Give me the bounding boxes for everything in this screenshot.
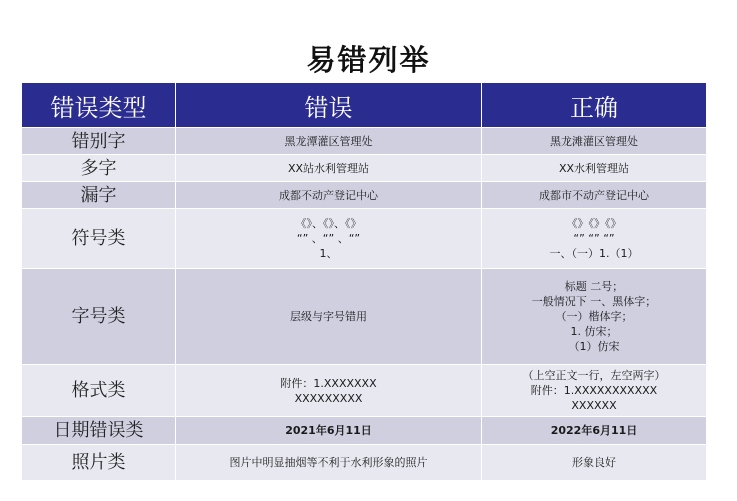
cell-type: 错别字 <box>22 128 176 155</box>
cell-line: 黑龙潭灌区管理处 <box>284 134 373 148</box>
cell-type: 照片类 <box>22 445 176 481</box>
cell-line: 附件：1.XXXXXXX <box>280 376 377 390</box>
cell-type: 字号类 <box>22 269 176 365</box>
cell-type: 日期错误类 <box>22 417 176 445</box>
cell-right <box>482 155 707 182</box>
cell-line: “” “” “” <box>573 232 615 245</box>
table-row <box>22 155 707 182</box>
header-right: 正确 <box>482 83 707 128</box>
cell-line: 《》《》《》 <box>566 217 622 230</box>
cell-line: 成都不动产登记中心 <box>279 188 378 202</box>
cell-right <box>482 269 707 365</box>
cell-line: 黑龙滩灌区管理处 <box>550 134 638 148</box>
table-row <box>22 445 707 481</box>
cell-line: XX站水利管理站 <box>287 161 370 175</box>
cell-line: 2021年6月11日 <box>285 424 372 437</box>
cell-line: XXXXXXXXX <box>294 391 363 405</box>
cell-line: “” 、“” 、“” <box>296 232 361 245</box>
cell-line: 图片中明显抽烟等不利于水利形象的照片 <box>229 456 428 469</box>
cell-wrong <box>176 269 482 365</box>
cell-line: 标题 二号； <box>564 280 624 293</box>
header-wrong: 错误 <box>176 83 482 128</box>
table-row <box>22 182 707 209</box>
cell-right <box>482 445 707 481</box>
cell-line: 一、（一）1.（1） <box>549 247 639 260</box>
table-row <box>22 417 707 445</box>
cell-type: 多字 <box>22 155 176 182</box>
table-row <box>22 128 707 155</box>
cell-type: 漏字 <box>22 182 176 209</box>
cell-line: 1. 仿宋； <box>570 325 618 338</box>
cell-line: 形象良好 <box>572 456 616 469</box>
cell-line: 《》、《》、《》 <box>295 217 362 230</box>
table-row <box>22 209 707 269</box>
table-header-row <box>22 83 707 128</box>
cell-line: 一般情况下 一、黑体字； <box>531 295 657 308</box>
cell-line: XX水利管理站 <box>558 161 630 175</box>
cell-line: XXXXXX <box>571 399 617 412</box>
cell-right <box>482 182 707 209</box>
header-type: 错误类型 <box>22 83 176 128</box>
cell-wrong <box>176 128 482 155</box>
cell-type: 格式类 <box>22 365 176 417</box>
cell-line: 成都市不动产登记中心 <box>539 188 649 202</box>
cell-wrong <box>176 365 482 417</box>
table-row <box>22 269 707 365</box>
cell-line: 层级与字号错用 <box>290 310 367 323</box>
cell-right <box>482 417 707 445</box>
cell-line: （1）仿宋 <box>568 340 620 353</box>
cell-wrong <box>176 445 482 481</box>
cell-wrong <box>176 209 482 269</box>
cell-line: （上空正文一行，左空两字） <box>522 369 666 382</box>
cell-right <box>482 365 707 417</box>
cell-wrong <box>176 417 482 445</box>
cell-line: 附件：1.XXXXXXXXXXX <box>530 384 658 397</box>
error-table <box>21 82 707 481</box>
cell-line: 2022年6月11日 <box>550 424 638 437</box>
cell-line: 1、 <box>319 247 338 260</box>
cell-wrong <box>176 155 482 182</box>
cell-line: （一）楷体字； <box>555 310 633 323</box>
cell-wrong <box>176 182 482 209</box>
cell-right <box>482 209 707 269</box>
table-row <box>22 365 707 417</box>
cell-right <box>482 128 707 155</box>
page-title: 易错列举 <box>306 43 431 77</box>
cell-type: 符号类 <box>22 209 176 269</box>
